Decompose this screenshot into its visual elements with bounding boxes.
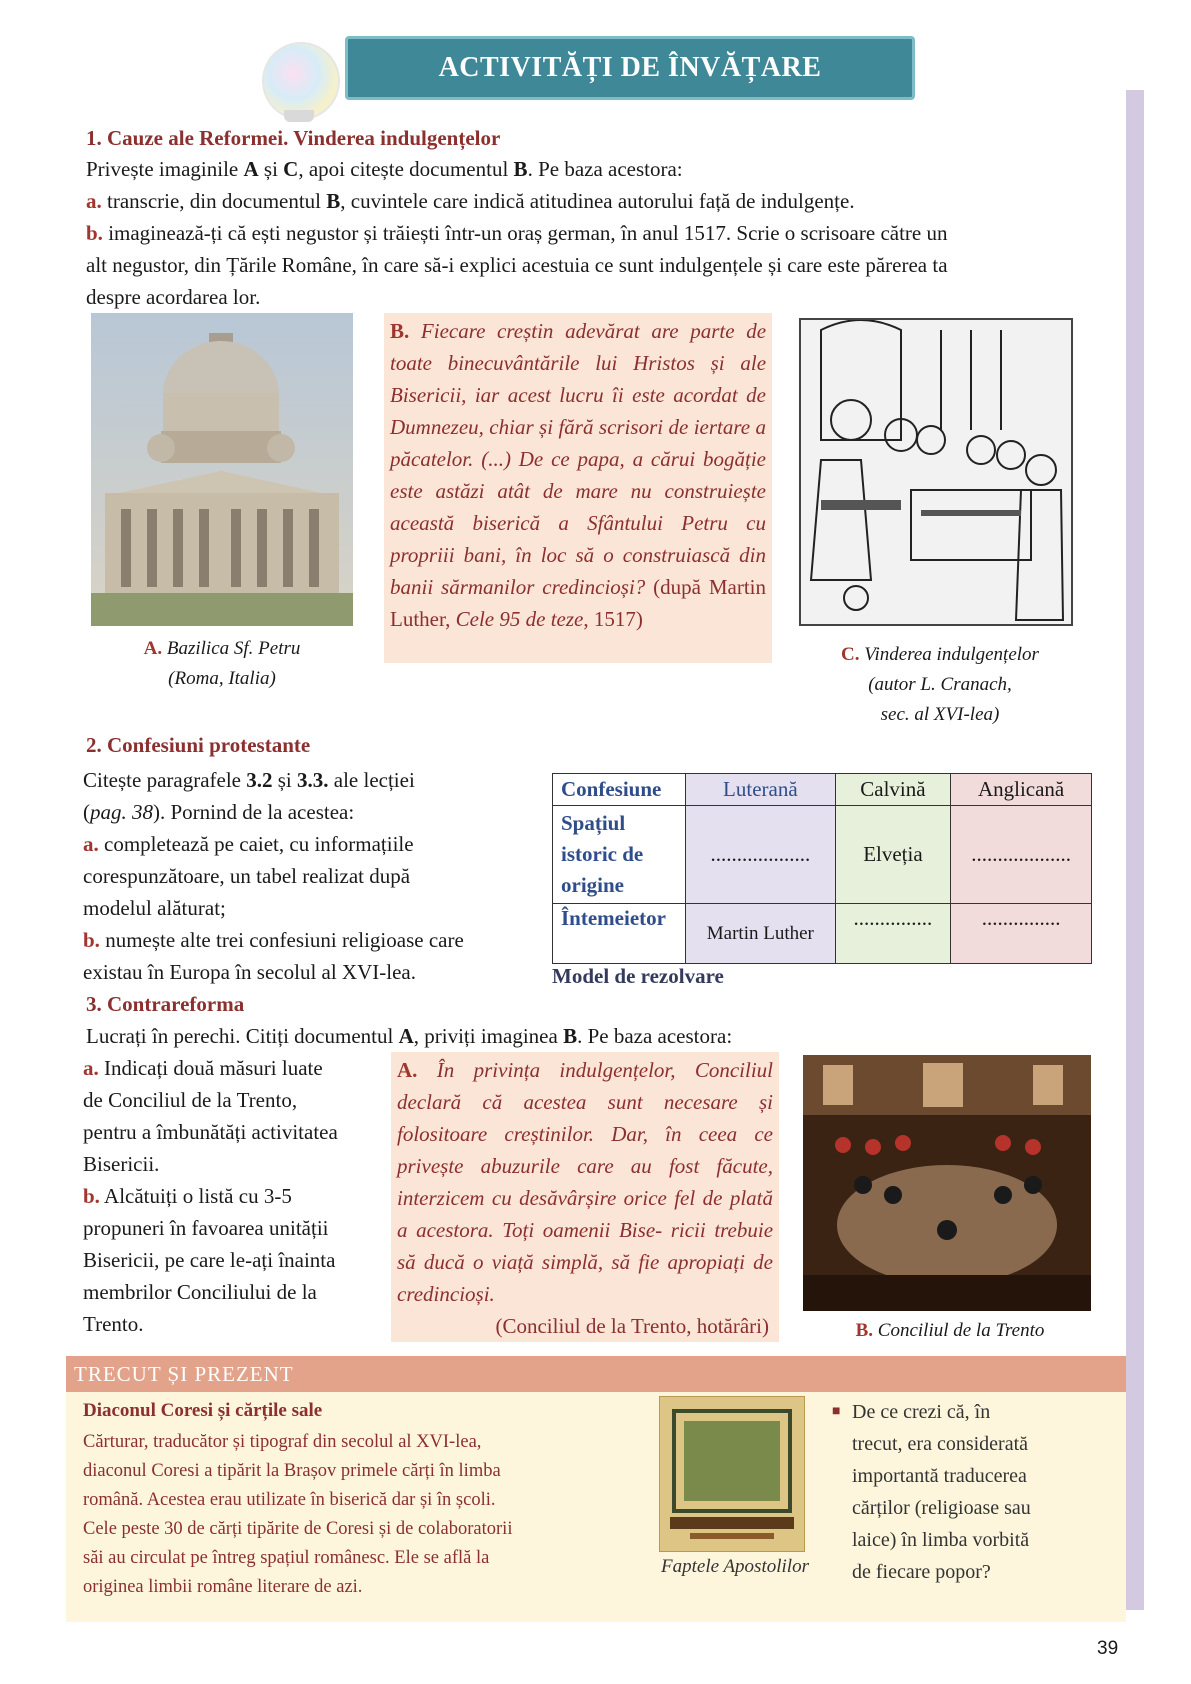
book-illustration [660,1397,804,1551]
reflection-question: ■ De ce crezi că, în trecut, era considerată importantă traducerea cărților (religioase sau laice) în limba vorbită de fiecare popor? [852,1396,1092,1588]
table-cell-calvina-founder: ............... [835,904,950,964]
image-a-caption: A. Bazilica Sf. Petru (Roma, Italia) [143,638,301,689]
coresi-title: Diaconul Coresi și cărțile sale [83,1400,323,1421]
activity2-instructions: Citește paragrafele 3.2 și 3.3. ale lecției (pag. 38). Pornind de la acestea: a. completează pe caiet, cu informațiile corespunzătoare, un tabel realizat după modelul alăturat; b. numește alte trei confesiuni religioase care existau în Europa în secolul al XVI-lea. [83,764,553,988]
document-a-text: A. În privința indulgențelor, Conciliul declară că acestea sunt necesare și folositoare creștinilor. Dar, în ceea ce privește abuzurile care au fost făcute, interzicem cu desăvârșire orice fel de plată a acestora. Toți oamenii Bise- ricii trebuie să ducă o viață simplă, să fie apropiați de credincioși. [397,1058,774,1306]
image-council-trento [803,1055,1091,1311]
trecut-prezent-title: TRECUT ȘI PREZENT [74,1361,294,1386]
image-book-page [659,1396,805,1552]
document-a-box [391,1052,779,1342]
image-basilica [91,313,353,626]
activity1-intro: Privește imaginile A și C, apoi citește documentul B. Pe baza acestora: [86,157,683,181]
document-b-box [384,313,772,663]
activity1-task-b: b. imaginează-ți că ești negustor și trăiești într-un oraș german, în anul 1517. Scrie o scrisoare către un alt negustor, din Țările Române, în care să-i explici acestuia ce sunt indulgențele și care este părerea ta despre acordarea lor. [86,221,948,309]
table-row-founder-header: Întemeietor [553,904,686,964]
table-header-confesiune: Confesiune [553,774,686,806]
activity3-tasks [83,1052,383,1340]
activity2-task-b: b. numește alte trei confesiuni religioase care existau în Europa în secolul al XVI-lea. [83,928,464,984]
activity2-title: 2. Confesiuni protestante [86,733,311,757]
table-cell-luterana-origin: ................... [686,806,836,904]
confession-table [552,773,1092,964]
trecut-prezent-bar [66,1356,1126,1392]
table-cell-calvina-origin: Elveția [835,806,950,904]
bullet-square-icon: ■ [832,1404,841,1419]
coresi-text: Cărturar, traducător și tipograf din secolul al XVI-lea, diaconul Coresi a tipărit la Brașov primele cărți în limba română. Acestea erau utilizate în biserică dar și în școli. Cele peste 30 de cărți tipărite de Coresi și de colaboratorii săi au circulat pe întreg spațiul românesc. Ele se află la originea limbii române literare de azi. [83,1432,513,1597]
table-col-anglicana: Anglicană [951,774,1092,806]
activity1-instructions [86,153,1116,313]
activity2-task-a: a. completează pe caiet, cu informațiile corespunzătoare, un tabel realizat după modelul alăturat; [83,832,414,920]
activity3-task-b: b. Alcătuiți o listă cu 3-5 propuneri în favoarea unității Bisericii, pe care le-ați înainta membrilor Conciliului de la Trento. [83,1184,336,1336]
page-number: 39 [1097,1638,1119,1659]
table-cell-luterana-founder: Martin Luther [686,904,836,964]
activity1-task-a: a. transcrie, din documentul B, cuvintele care indică atitudinea autorului față de indulgențe. [86,189,855,213]
document-b-text: B. Fiecare creștin adevărat are parte de toate binecuvântările lui Hristos și ale Bisericii, iar acest lucru îi este acordat de Dumnezeu, chiar și fără scrisori de iertare a păcatelor. (...) De ce papa, a cărui bogăție este astăzi atât de mare nu construiește această biserică a Sfântului Petru cu propriii bani, în loc să o construiască din banii sărmanilor credincioși? (după Martin Luther, Cele 95 de teze, 1517) [390,319,767,631]
table-col-luterana: Luterană [686,774,836,806]
table-row-origin-header: Spațiul istoric de origine [553,806,686,904]
image-c-caption: C. Vinderea indulgențelor (autor L. Cranach, sec. al XVI-lea) [841,644,1039,725]
activity3-intro: Lucrați în perechi. Citiți documentul A, priviți imaginea B. Pe baza acestora: [86,1024,733,1048]
book-caption: Faptele Apostolilor [661,1556,809,1577]
image-b-caption: B. Conciliul de la Trento [855,1320,1045,1341]
activity1-title: 1. Cauze ale Reformei. Vinderea indulgențelor [86,126,501,150]
image-indulgence-sale [799,318,1073,626]
document-a-source: (Conciliul de la Trento, hotărâri) [495,1314,769,1338]
side-decoration-bar [1126,90,1144,1610]
lightbulb-base [284,110,314,122]
table-cell-anglicana-origin: ................... [951,806,1092,904]
lightbulb-icon [262,42,340,120]
council-painting [803,1055,1091,1311]
woodcut-illustration [801,320,1071,624]
activity3-title: 3. Contrareforma [86,992,245,1016]
model-label: Model de rezolvare [552,964,724,988]
table-col-calvina: Calvină [835,774,950,806]
page-header [345,36,915,100]
page-title: ACTIVITĂȚI DE ÎNVĂȚARE [438,52,822,83]
table-cell-anglicana-founder: ............... [951,904,1092,964]
basilica-illustration [91,313,353,626]
activity3-task-a: a. Indicați două măsuri luate de Conciliul de la Trento, pentru a îmbunătăți activitatea Bisericii. [83,1056,338,1176]
